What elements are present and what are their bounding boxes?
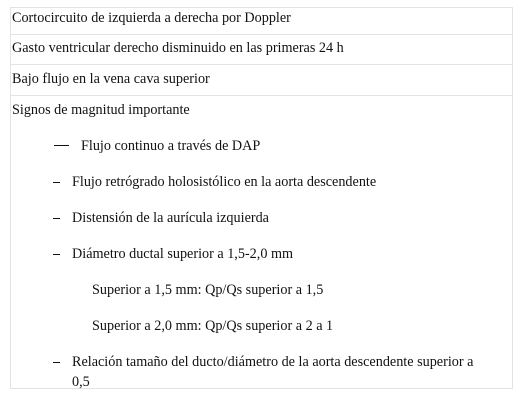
section-title: Signos de magnitud importante <box>12 102 190 118</box>
en-dash-marker <box>53 362 60 363</box>
sub-list-item-text: Superior a 1,5 mm: Qp/Qs superior a 1,5 <box>92 282 324 298</box>
table-row <box>11 65 512 96</box>
list-item-text: Diámetro ductal superior a 1,5-2,0 mm <box>72 246 294 262</box>
table-row <box>11 35 512 65</box>
en-dash-marker <box>53 218 60 219</box>
list-item-text: Distensión de la aurícula izquierda <box>72 210 269 226</box>
row-text: Cortocircuito de izquierda a derecha por Doppler <box>12 10 291 26</box>
row-text: Gasto ventricular derecho disminuido en las primeras 24 h <box>12 40 344 56</box>
list-item-text: Flujo continuo a través de DAP <box>81 138 261 154</box>
row-text: Bajo flujo en la vena cava superior <box>12 71 210 87</box>
table-row <box>11 8 512 35</box>
list-item-text: Flujo retrógrado holosistólico en la aorta descendente <box>72 174 377 190</box>
en-dash-marker <box>53 182 60 183</box>
en-dash-marker <box>53 254 60 255</box>
em-dash-marker <box>54 145 69 146</box>
sub-list-item-text: Superior a 2,0 mm: Qp/Qs superior a 2 a 1 <box>92 318 334 334</box>
list-item-text: Relación tamaño del ducto/diámetro de la aorta descendente superior a <box>72 354 474 370</box>
findings-table <box>10 7 513 389</box>
list-item-continuation: 0,5 <box>72 374 90 390</box>
